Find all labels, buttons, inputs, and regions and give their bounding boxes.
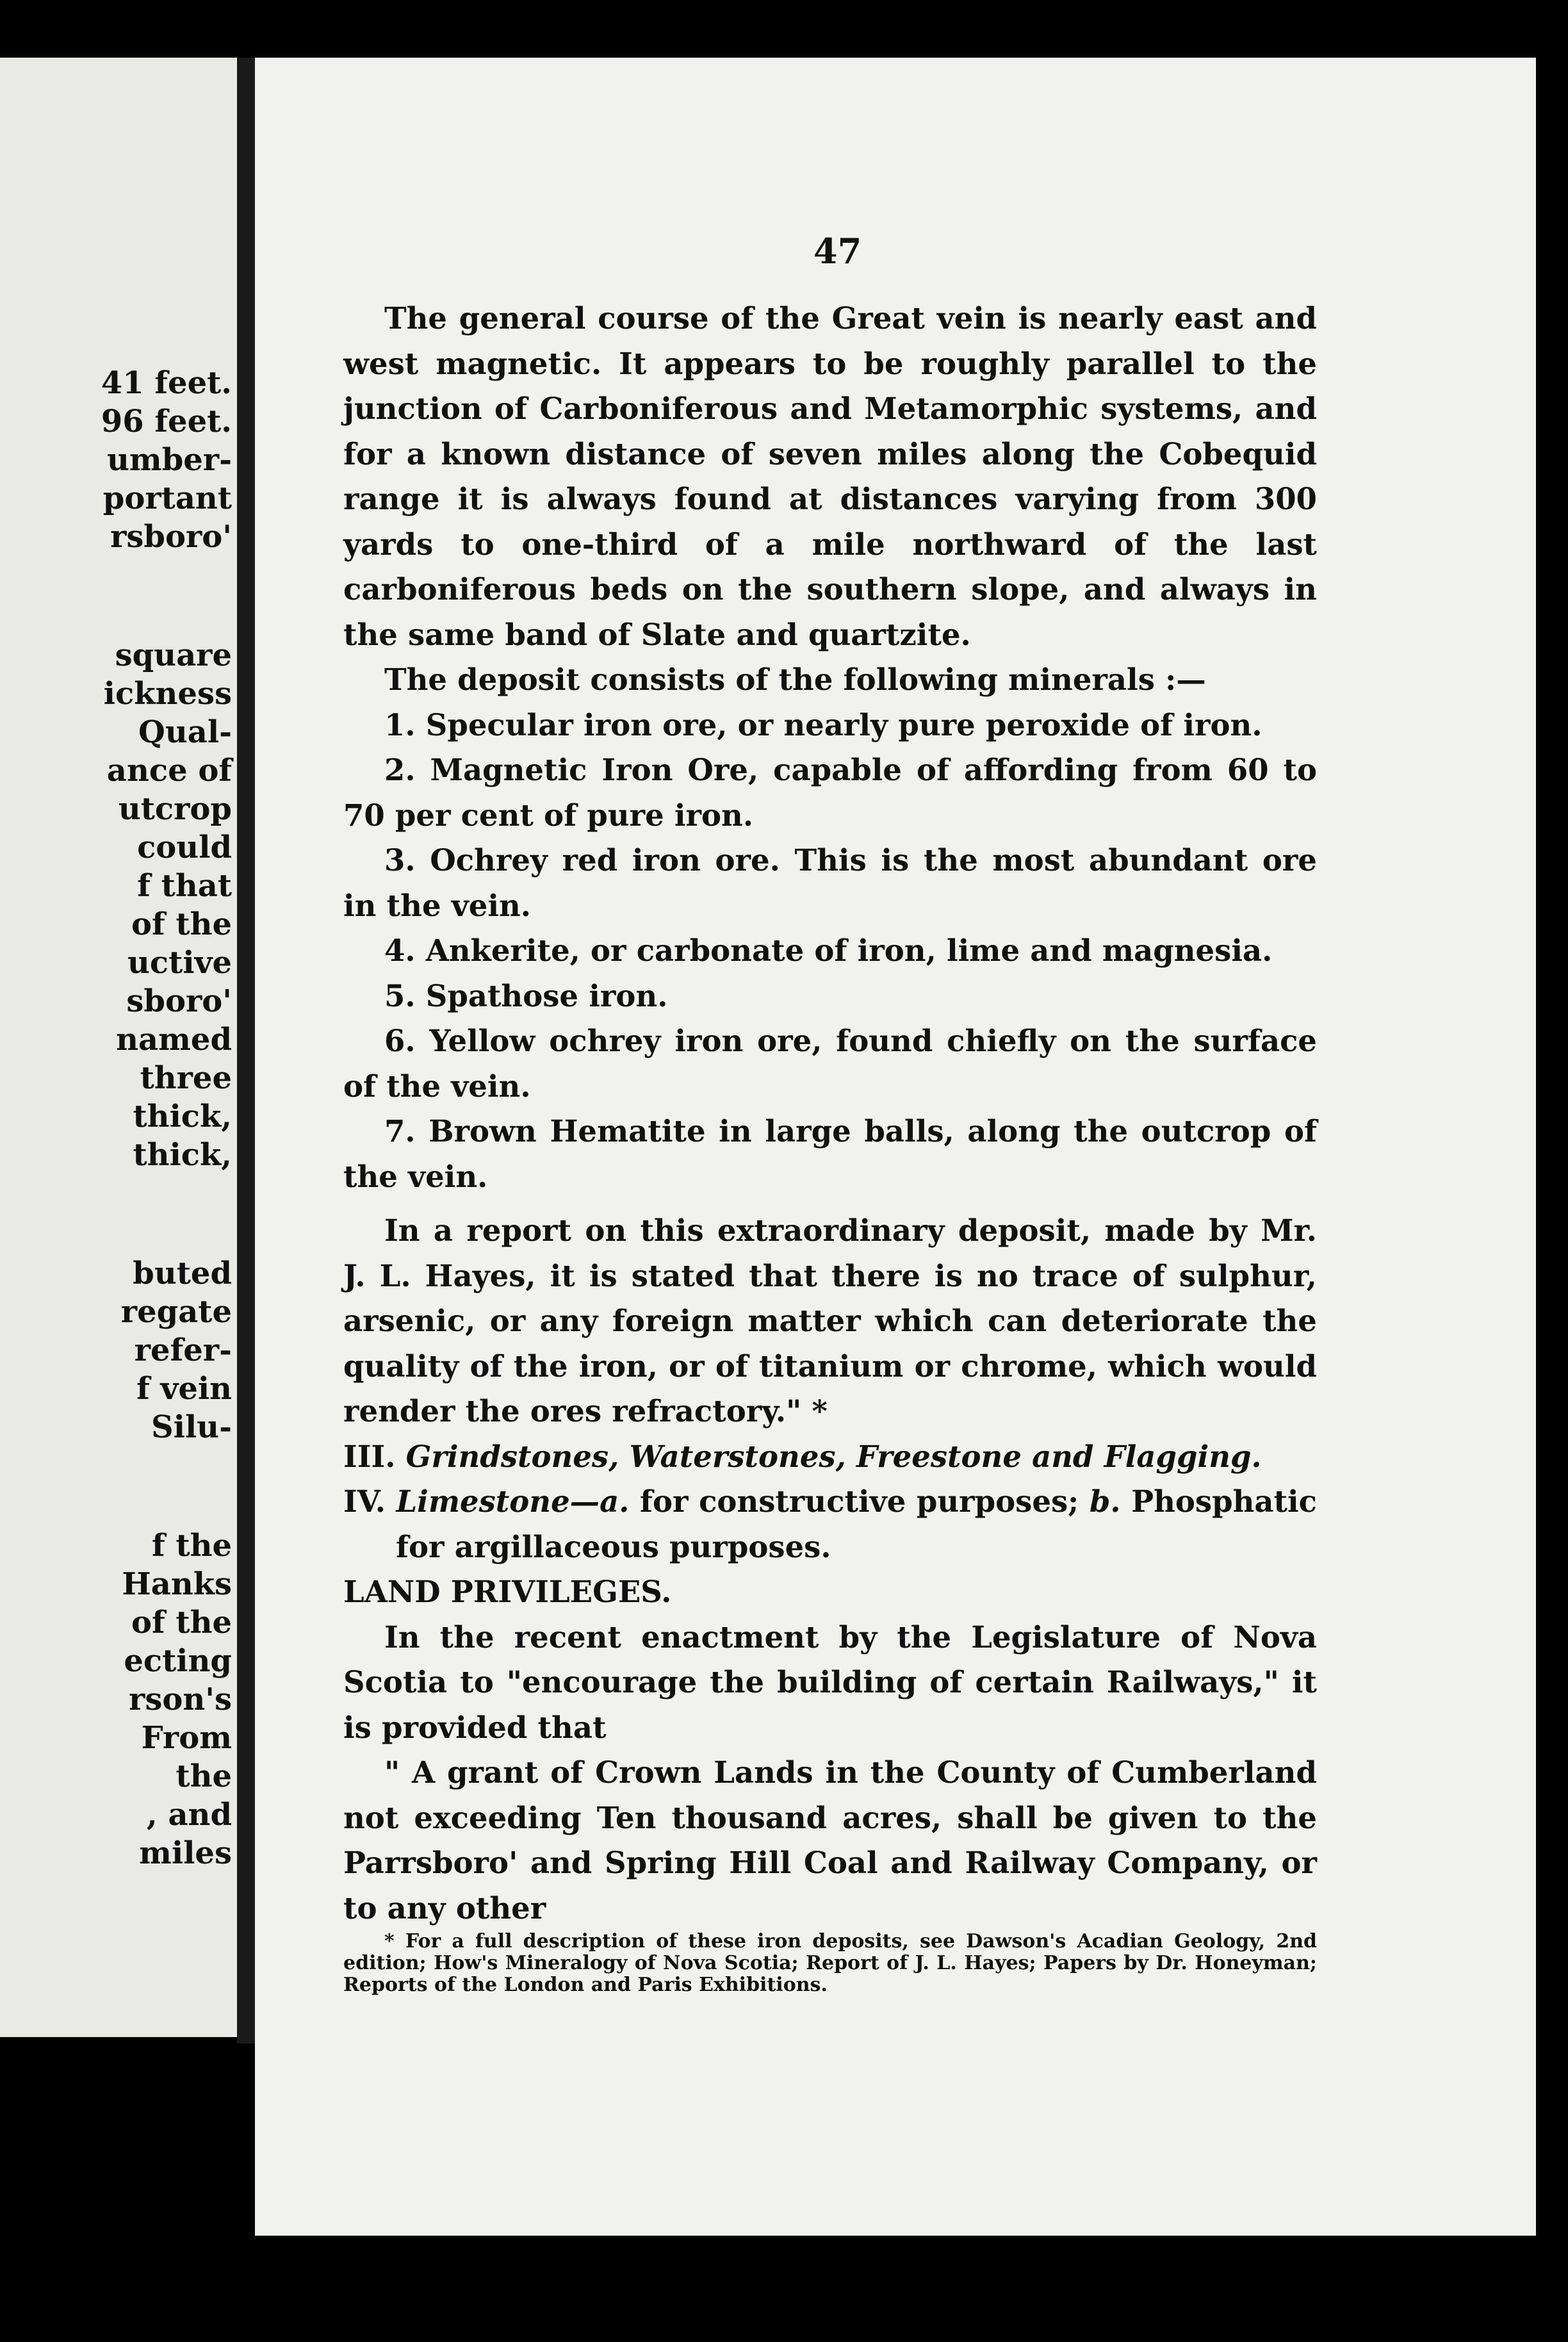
limestone-text-a: for constructive purposes; <box>629 1484 1090 1519</box>
left-fragment: three <box>140 1060 232 1096</box>
mineral-item: 1. Specular iron ore, or nearly pure peroxide of iron. <box>384 707 1262 742</box>
left-fragment: refer- <box>134 1332 232 1368</box>
left-fragment: rson's <box>129 1682 232 1717</box>
left-fragment: rsboro' <box>110 519 232 555</box>
left-page-fragment <box>0 58 237 2037</box>
section-heading: LAND PRIVILEGES. <box>343 1574 672 1609</box>
list-item-limestone <box>343 1479 1317 1569</box>
left-fragment: Silu- <box>151 1409 232 1445</box>
roman-numeral: III. <box>343 1438 396 1474</box>
left-fragment: f the <box>152 1528 232 1564</box>
page-gutter <box>237 58 255 2043</box>
left-fragment: thick, <box>133 1099 232 1134</box>
left-fragment: the <box>176 1758 232 1794</box>
left-fragment: ance of <box>106 753 232 789</box>
page-number: 47 <box>813 231 862 272</box>
left-fragment: uctive <box>127 945 232 981</box>
paragraph-hayes-report: In a report on this extraordinary deposit, made by Mr. J. L. Hayes, it is stated that there is no trace of sulphur, arsenic, or any foreign matter which can deteriorate the quality of the iron, or of titanium or chrome, which would render the ores refractory." * <box>343 1213 1317 1429</box>
left-fragment: ickness <box>103 676 232 712</box>
paragraph-crown-lands: " A grant of Crown Lands in the County of Cumberland not exceeding Ten thousand acres, shall be given to the Parrsboro' and Spring Hill Coal and Railway Company, or to any other <box>343 1755 1317 1926</box>
limestone-label-b: b. <box>1089 1484 1121 1519</box>
left-fragment: f that <box>137 868 232 904</box>
mineral-item: 2. Magnetic Iron Ore, capable of affording from 60 to 70 per cent of pure iron. <box>343 752 1317 833</box>
paragraph-enactment: In the recent enactment by the Legislature of Nova Scotia to "encourage the building of certain Railways," it is provided that <box>343 1619 1317 1745</box>
left-fragment: sboro' <box>126 983 232 1019</box>
limestone-label: Limestone—a. <box>396 1484 630 1519</box>
paragraph-great-vein: The general course of the Great vein is nearly east and west magnetic. It appears to be roughly parallel to the junction of Carboniferous and Metamorphic systems, and for a known distance of seven miles along the Cobequid range it is always found at distances varying from 300 yards to one-third of a mile northward of the last carboniferous beds on the southern slope, and always in the same band of Slate and quartzite. <box>343 300 1317 652</box>
left-fragment: miles <box>139 1835 232 1871</box>
left-fragment: umber- <box>107 442 232 478</box>
left-fragment: utcrop <box>118 791 232 827</box>
left-fragment: could <box>137 830 232 865</box>
left-fragment: Qual- <box>138 714 232 750</box>
grindstones-text: Grindstones, Waterstones, Freestone and Flagging. <box>405 1438 1262 1474</box>
mineral-item: 7. Brown Hematite in large balls, along the outcrop of the vein. <box>343 1113 1317 1194</box>
left-fragment: f vein <box>136 1371 232 1407</box>
roman-numeral: IV. <box>343 1484 386 1519</box>
left-fragment: of the <box>131 906 232 942</box>
left-fragment: regate <box>120 1294 232 1330</box>
left-fragment: 41 feet. <box>101 365 232 401</box>
left-fragment: Hanks <box>122 1566 232 1602</box>
mineral-item: 5. Spathose iron. <box>384 978 668 1013</box>
page-body <box>343 296 1317 1996</box>
left-fragment: thick, <box>133 1137 232 1173</box>
paragraph-deposit-intro: The deposit consists of the following minerals :— <box>384 662 1206 697</box>
list-item-grindstones <box>343 1434 1317 1480</box>
mineral-item: 3. Ochrey red iron ore. This is the most abundant ore in the vein. <box>343 842 1317 923</box>
limestone-text-b: Phosphatic for argillaceous purposes. <box>396 1484 1317 1564</box>
mineral-item: 4. Ankerite, or carbonate of iron, lime and magnesia. <box>384 933 1273 968</box>
footnote: * For a full description of these iron deposits, see Dawson's Acadian Geology, 2nd edition; How's Mineralogy of Nova Scotia; Report of J. L. Hayes; Papers by Dr. Honeyman; Reports of the London and Paris Exhibitions. <box>343 1930 1317 1996</box>
left-fragment: ecting <box>124 1643 232 1679</box>
left-fragment: buted <box>133 1256 232 1291</box>
left-fragment: 96 feet. <box>101 404 232 439</box>
left-fragment: square <box>115 637 232 673</box>
left-fragment: of the <box>131 1605 232 1641</box>
left-fragment: , and <box>147 1797 232 1833</box>
left-fragment: From <box>141 1720 232 1756</box>
left-fragment: portant <box>102 480 232 516</box>
left-fragment: named <box>116 1022 232 1058</box>
mineral-item: 6. Yellow ochrey iron ore, found chiefly on the surface of the vein. <box>343 1023 1317 1104</box>
